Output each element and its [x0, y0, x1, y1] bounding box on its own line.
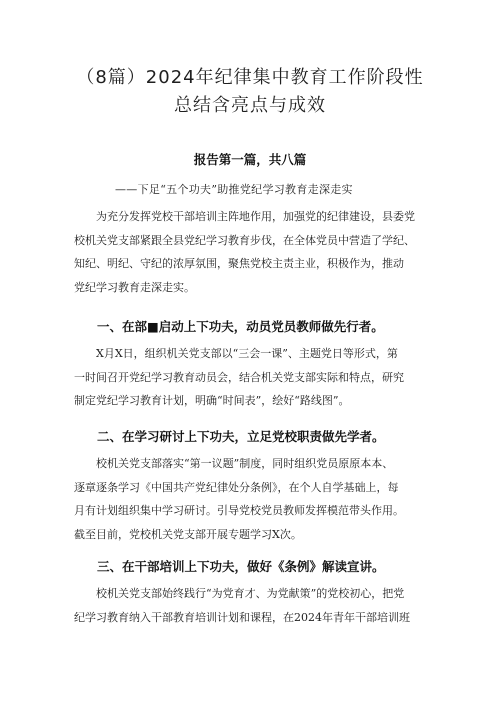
document-subtitle: 报告第一篇，共八篇 — [193, 152, 307, 167]
paragraph-line: 纪学习教育纳入干部教育培训计划和课程，在2024年青年干部培训班 — [74, 610, 410, 624]
paragraph-line: 校机关党支部紧跟全县党纪学习教育步伐，在全体党员中营造了学纪、 — [74, 233, 415, 247]
paragraph-line: X月X日，组织机关党支部以“三会一课”、主题党日等形式，第 — [96, 347, 398, 360]
paragraph-line: 校机关党支部始终践行“为党育才、为党献策”的党校初心，把党 — [96, 587, 405, 600]
section-heading-3: 三、在干部培训上下功夫，做好《条例》解读宣讲。 — [97, 559, 385, 574]
section-paragraph-3 — [74, 582, 430, 629]
paragraph-line: 知纪、明纪、守纪的浓厚氛围，聚焦党校主责主业，积极作为，推动 — [74, 257, 404, 270]
paragraph-line: 一时间召开党纪学习教育动员会，结合机关党支部实际和特点，研究 — [74, 370, 404, 384]
intro-paragraph — [74, 205, 430, 299]
section-heading-1: 一、在部■启动上下功夫，动员党员教师做先行者。 — [97, 319, 384, 334]
paragraph-line: 党纪学习教育走深走实。 — [74, 280, 195, 294]
section-paragraph-2 — [74, 452, 430, 546]
paragraph-line: 制定党纪学习教育计划，明确“时间表”，绘好“路线图”。 — [74, 394, 350, 407]
paragraph-line: 为充分发挥党校干部培训主阵地作用，加强党的纪律建设，县委党 — [96, 210, 415, 223]
document-title-line-2: 总结含亮点与成效 — [174, 95, 326, 116]
paragraph-line: 截至目前，党校机关党支部开展专题学习X次。 — [74, 527, 302, 541]
paragraph-line: 逐章逐条学习《中国共产党纪律处分条例》，在个人自学基础上，每 — [74, 480, 399, 494]
paragraph-line: 月有计划组织集中学习研讨。引导党校党员教师发挥模范带头作用。 — [74, 504, 404, 517]
document-title-line-1: （8篇）2024年纪律集中教育工作阶段性 — [76, 67, 424, 88]
paragraph-line: 校机关党支部落实“第一议题”制度，同时组织党员原原本本、 — [96, 457, 394, 470]
section-paragraph-1 — [74, 342, 430, 413]
section-heading-2: 二、在学习研讨上下功夫，立足党校职责做先学者。 — [97, 429, 385, 444]
document-epigraph: ——下足“五个功夫”助推党纪学习教育走深走实 — [115, 183, 353, 196]
